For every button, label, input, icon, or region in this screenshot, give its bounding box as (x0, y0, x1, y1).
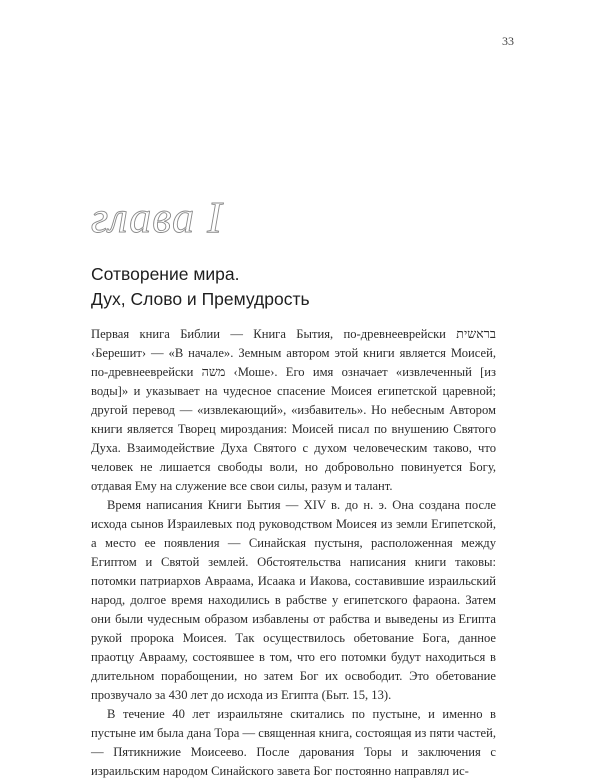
paragraph-2: Время написания Книги Бытия — XIV в. до н. э. Она создана после исхода сынов Израилевых под руководством Моисея из земли Египетской, а место ее появления — Синайская пустыня, расположенная между Египтом и Святой землей. Обстоятельства написания книги таковы: потомки патриархов Авраама, Исаака и Иакова, составившие израильский народ, долгое время находились в рабстве у египетского фараона. Затем они были чудесным образом избавлены от рабства и выведены из Египта рукой пророка Моисея. Так осуществилось обетование Бога, данное праотцу Аврааму, состоявшее в том, что его потомки будут находиться в длительном порабощении, но затем Бог их освободит. Это обетование прозвучало за 430 лет до исхода из Египта (Быт. 15, 13). (91, 498, 496, 702)
body-text (91, 325, 496, 781)
page-number: 33 (502, 34, 514, 48)
chapter-title-line-1: Сотворение мира. (91, 264, 240, 284)
paragraph-3: В течение 40 лет израильтяне скитались по пустыне, и именно в пустыне им была дана Тора — священная книга, состоящая из пяти частей, — Пятикнижие Моисеево. После дарования Торы и заключения с израильским народом Синайского завета Бог постоянно направлял ис- (91, 707, 496, 778)
paragraph-1: Первая книга Библии — Книга Бытия, по-древнееврейски בראשית ‹Берешит› — «В начале». Земным автором этой книги является Моисей, по-древнееврейски משה ‹Моше›. Его имя означает «извлеченный [из воды]» и указывает на чудесное спасение Моисея египетской царевной; другой перевод — «извлекающий», «избавитель». Но небесным Автором книги является Творец мироздания: Моисей писал по внушению Святого Духа. Взаимодействие Духа Святого с духом человеческим таково, что человек не лишается свободы воли, но добровольно повинуется Богу, отдавая Ему на служение все свои силы, разум и талант. (91, 327, 497, 493)
chapter-title (91, 262, 310, 312)
chapter-title-line-2: Дух, Слово и Премудрость (91, 289, 310, 309)
chapter-label: глава I (91, 193, 223, 242)
